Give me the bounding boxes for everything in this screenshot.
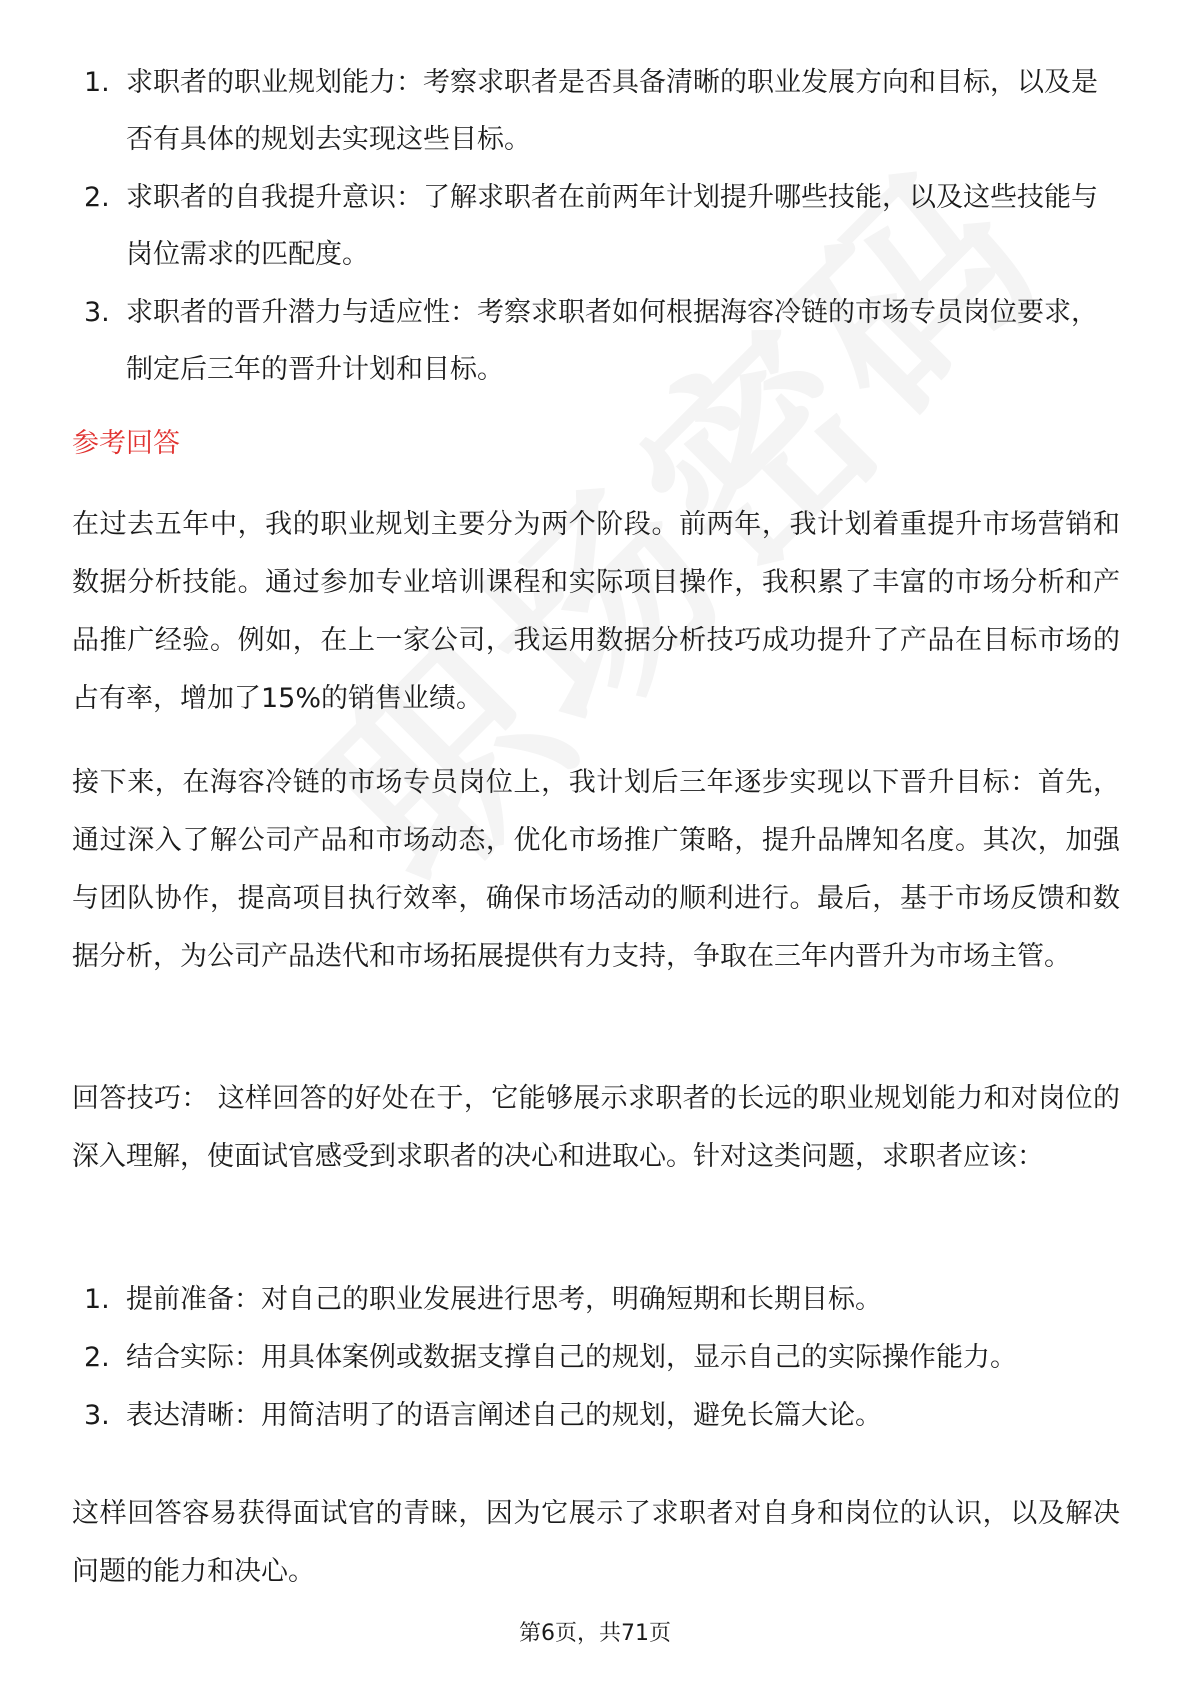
list-item-text: 结合实际：用具体案例或数据支撑自己的规划，显示自己的实际操作能力。 [126, 1342, 1017, 1373]
list-item [84, 284, 1114, 398]
tips-list [84, 1272, 1114, 1446]
answer-paragraph-2: 接下来，在海容冷链的市场专员岗位上，我计划后三年逐步实现以下晋升目标：首先，通过深入了解公司产品和市场动态，优化市场推广策略，提升品牌知名度。其次，加强与团队协作，提高项目执行效率，确保市场活动的顺利进行。最后，基于市场反馈和数据分析，为公司产品迭代和市场拓展提供有力支持，争取在三年内晋升为市场主管。 [72, 767, 1120, 972]
list-item [84, 169, 1114, 283]
page-number: 第6页，共71页 [519, 1621, 671, 1646]
list-item-text: 求职者的晋升潜力与适应性：考察求职者如何根据海容冷链的市场专员岗位要求，制定后三年的晋升计划和目标。 [126, 297, 1098, 385]
closing-paragraph: 这样回答容易获得面试官的青睐，因为它展示了求职者对自身和岗位的认识，以及解决问题的能力和决心。 [72, 1498, 1120, 1587]
answer-paragraph-1: 在过去五年中，我的职业规划主要分为两个阶段。前两年，我计划着重提升市场营销和数据分析技能。通过参加专业培训课程和实际项目操作，我积累了丰富的市场分析和产品推广经验。例如，在上一家公司，我运用数据分析技巧成功提升了产品在目标市场的占有率，增加了15%的销售业绩。 [72, 509, 1120, 714]
list-number: 2. [84, 182, 110, 213]
evaluation-points-list [84, 54, 1114, 399]
list-item-text: 求职者的职业规划能力：考察求职者是否具备清晰的职业发展方向和目标，以及是否有具体的规划去实现这些目标。 [126, 67, 1098, 155]
list-item-text: 提前准备：对自己的职业发展进行思考，明确短期和长期目标。 [126, 1284, 882, 1315]
list-item [84, 1388, 1114, 1444]
list-item [84, 1272, 1114, 1328]
answer-tips-paragraph: 回答技巧： 这样回答的好处在于，它能够展示求职者的长远的职业规划能力和对岗位的深入理解，使面试官感受到求职者的决心和进取心。针对这类问题，求职者应该： [72, 1083, 1120, 1172]
list-number: 3. [84, 297, 110, 328]
list-number: 1. [84, 1284, 110, 1315]
list-number: 3. [84, 1400, 110, 1431]
list-item [84, 1330, 1114, 1386]
list-number: 1. [84, 67, 110, 98]
list-number: 2. [84, 1342, 110, 1373]
list-item [84, 54, 1114, 168]
list-item-text: 求职者的自我提升意识：了解求职者在前两年计划提升哪些技能，以及这些技能与岗位需求的匹配度。 [126, 182, 1098, 270]
section-title: 参考回答 [72, 428, 180, 459]
list-item-text: 表达清晰：用简洁明了的语言阐述自己的规划，避免长篇大论。 [126, 1400, 882, 1431]
